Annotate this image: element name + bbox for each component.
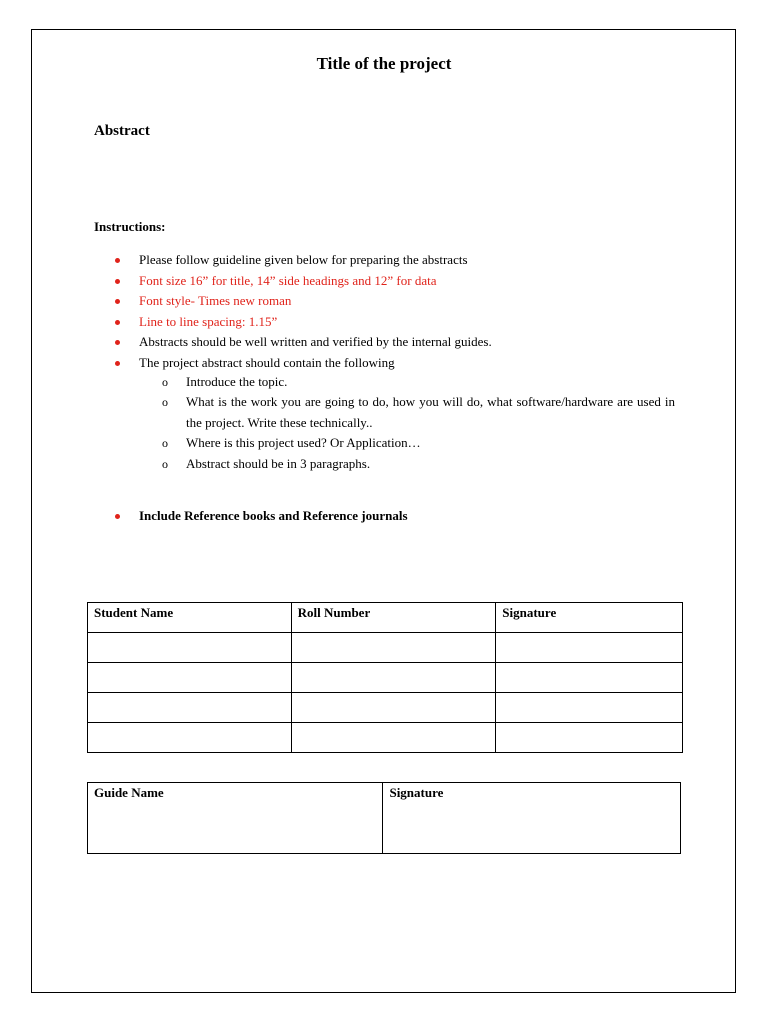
- guide-name-cell[interactable]: Guide Name: [88, 783, 383, 854]
- circle-bullet-icon: o: [162, 395, 168, 410]
- abstract-content-list: [162, 372, 675, 474]
- table-row: [88, 723, 683, 753]
- instruction-text: Line to line spacing: 1.15”: [139, 313, 278, 329]
- content-text: Introduce the topic.: [186, 374, 288, 389]
- circle-bullet-icon: o: [162, 456, 168, 471]
- content-item: [162, 454, 675, 474]
- column-header-signature: Signature: [496, 603, 683, 633]
- table-row: [88, 783, 681, 854]
- instruction-item: [115, 250, 675, 271]
- bullet-icon: [115, 258, 120, 263]
- signature-cell[interactable]: [496, 693, 683, 723]
- roll-number-cell[interactable]: [291, 693, 496, 723]
- table-row: [88, 693, 683, 723]
- instruction-list: [115, 250, 675, 374]
- student-name-cell[interactable]: [88, 633, 292, 663]
- roll-number-cell[interactable]: [291, 633, 496, 663]
- content-item: [162, 433, 675, 453]
- content-item: [162, 392, 675, 433]
- signature-cell[interactable]: [496, 723, 683, 753]
- column-header-student-name: Student Name: [88, 603, 292, 633]
- bullet-icon: [115, 514, 120, 519]
- instruction-item: [115, 312, 675, 333]
- reference-item: [115, 506, 408, 526]
- instruction-item: [115, 353, 675, 374]
- roll-number-cell[interactable]: [291, 723, 496, 753]
- roll-number-cell[interactable]: [291, 663, 496, 693]
- guide-signature-cell[interactable]: Signature: [383, 783, 681, 854]
- instruction-text: The project abstract should contain the following: [139, 354, 395, 370]
- content-text: What is the work you are going to do, how you will do, what software/hardware are used in the project. Write these technically..: [186, 394, 675, 430]
- abstract-heading: Abstract: [94, 123, 150, 139]
- signature-cell[interactable]: [496, 633, 683, 663]
- instruction-item: [115, 332, 675, 353]
- instruction-text: Font size 16” for title, 14” side headings and 12” for data: [139, 272, 437, 288]
- bullet-icon: [115, 299, 120, 304]
- reference-text: Include Reference books and Reference journals: [139, 508, 408, 523]
- instruction-text: Font style- Times new roman: [139, 293, 292, 309]
- bullet-icon: [115, 340, 120, 345]
- instruction-text: Please follow guideline given below for preparing the abstracts: [139, 252, 468, 267]
- instruction-item: [115, 291, 675, 312]
- instructions-heading: Instructions:: [94, 219, 166, 234]
- table-row: [88, 663, 683, 693]
- column-header-roll-number: Roll Number: [291, 603, 496, 633]
- signature-cell[interactable]: [496, 663, 683, 693]
- guide-table: [87, 782, 681, 854]
- table-row: [88, 633, 683, 663]
- student-table: [87, 602, 683, 753]
- student-name-cell[interactable]: [88, 723, 292, 753]
- bullet-icon: [115, 320, 120, 325]
- student-name-cell[interactable]: [88, 663, 292, 693]
- content-item: [162, 372, 675, 392]
- content-text: Where is this project used? Or Application…: [186, 435, 421, 451]
- circle-bullet-icon: o: [162, 375, 168, 389]
- circle-bullet-icon: o: [162, 436, 168, 451]
- content-text: Abstract should be in 3 paragraphs.: [186, 455, 371, 471]
- table-header-row: [88, 603, 683, 633]
- bullet-icon: [115, 361, 120, 366]
- instruction-text: Abstracts should be well written and verified by the internal guides.: [139, 334, 492, 350]
- student-name-cell[interactable]: [88, 693, 292, 723]
- bullet-icon: [115, 279, 120, 284]
- instruction-item: [115, 271, 675, 292]
- page-title: Title of the project: [316, 54, 452, 73]
